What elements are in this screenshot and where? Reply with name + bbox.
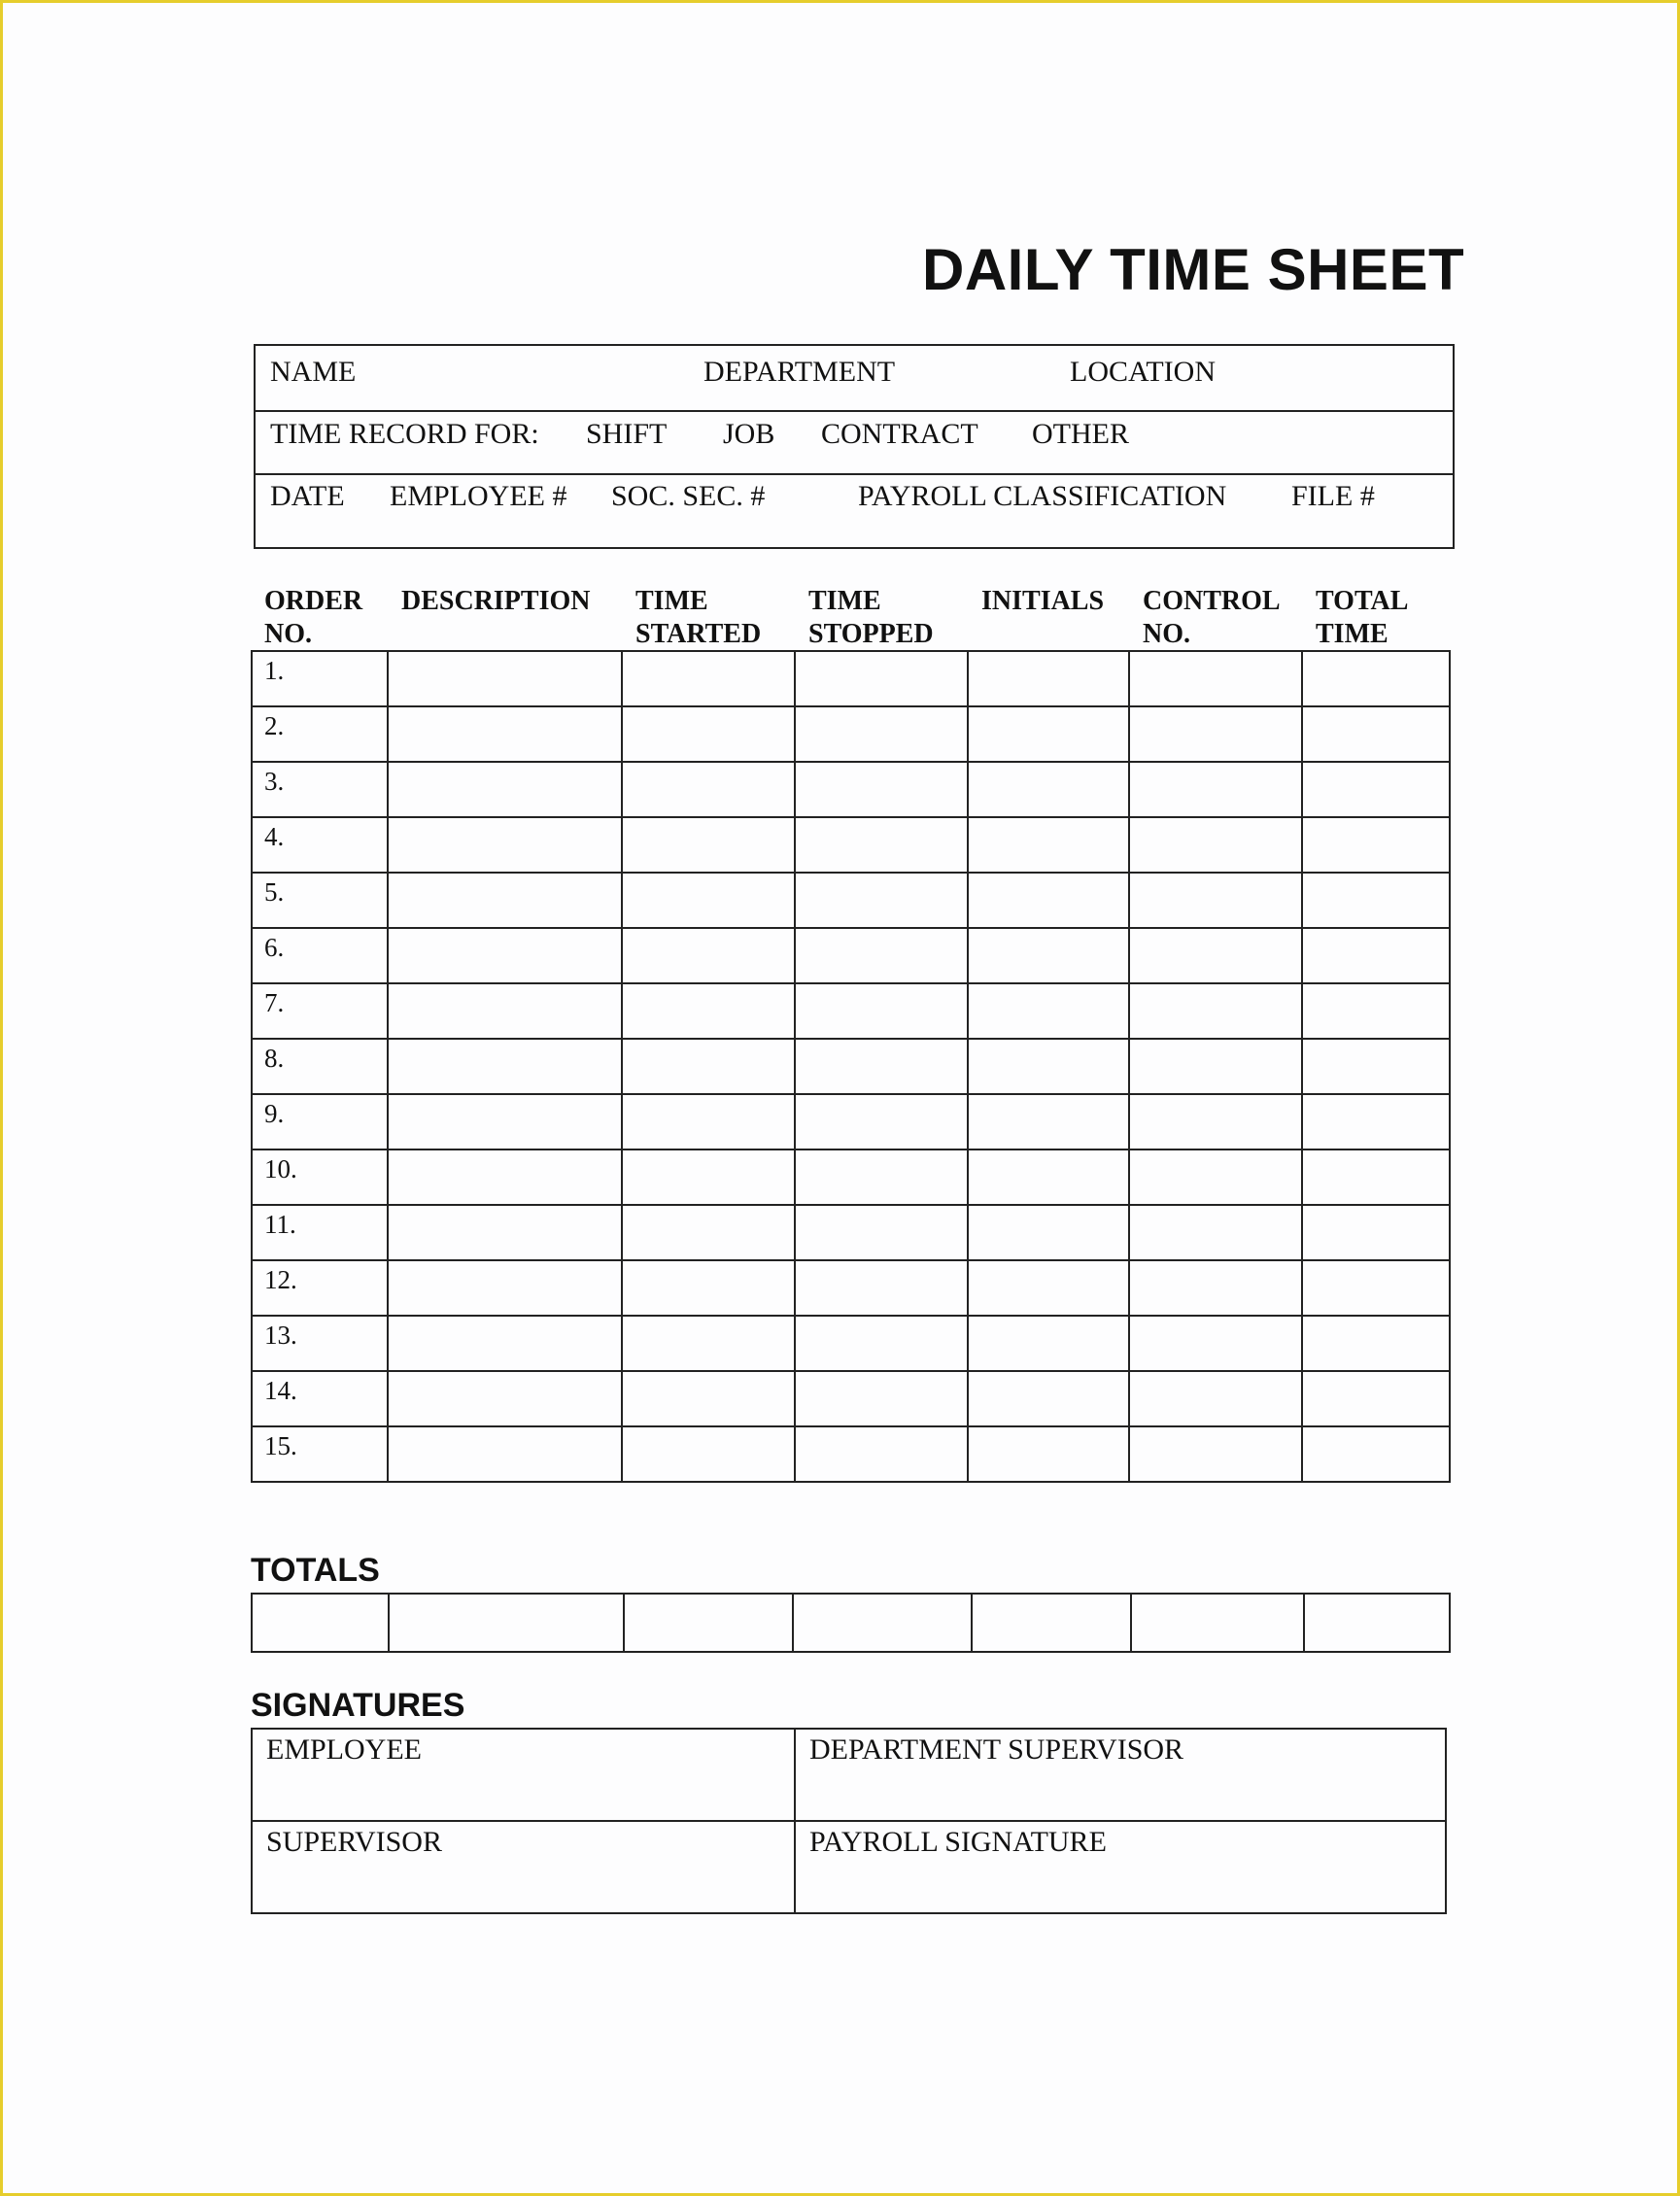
table-row	[252, 983, 1450, 1039]
totals-cell[interactable]	[389, 1594, 624, 1652]
row-number: 13.	[264, 1321, 297, 1350]
table-cell[interactable]	[388, 1260, 622, 1316]
table-cell[interactable]	[388, 762, 622, 817]
employee-signature-box[interactable]	[252, 1729, 795, 1821]
table-cell[interactable]	[252, 651, 388, 706]
table-cell[interactable]	[622, 1149, 795, 1205]
table-cell[interactable]	[622, 651, 795, 706]
table-cell[interactable]	[1129, 817, 1302, 873]
table-cell[interactable]	[1302, 1371, 1450, 1426]
department-supervisor-signature-box[interactable]	[795, 1729, 1446, 1821]
time-entries-table	[251, 650, 1451, 1483]
row-number: 8.	[264, 1044, 285, 1073]
table-cell[interactable]	[968, 1205, 1129, 1260]
table-cell[interactable]	[388, 928, 622, 983]
info-row-name	[256, 346, 1453, 412]
soc-sec-label: SOC. SEC. #	[611, 480, 766, 512]
row-number: 4.	[264, 822, 285, 851]
table-cell[interactable]	[968, 1426, 1129, 1482]
table-row	[252, 1426, 1450, 1482]
time-record-for-label: TIME RECORD FOR:	[270, 418, 539, 450]
totals-cell[interactable]	[252, 1594, 389, 1652]
table-cell[interactable]	[1302, 1260, 1450, 1316]
page-title: DAILY TIME SHEET	[922, 237, 1465, 302]
table-cell[interactable]	[1302, 1316, 1450, 1371]
table-cell[interactable]	[1302, 706, 1450, 762]
table-cell[interactable]	[622, 817, 795, 873]
table-cell[interactable]	[795, 762, 968, 817]
table-cell[interactable]	[388, 983, 622, 1039]
totals-table	[251, 1593, 1451, 1653]
table-cell[interactable]	[622, 762, 795, 817]
table-row	[252, 817, 1450, 873]
table-cell[interactable]	[252, 1316, 388, 1371]
payroll-signature-label: PAYROLL SIGNATURE	[809, 1826, 1107, 1858]
table-cell[interactable]	[388, 651, 622, 706]
table-row	[252, 1094, 1450, 1149]
table-cell[interactable]	[968, 1371, 1129, 1426]
row-number: 2.	[264, 711, 285, 740]
totals-cell[interactable]	[1304, 1594, 1450, 1652]
employee-signature-label: EMPLOYEE	[266, 1733, 422, 1766]
table-cell[interactable]	[252, 706, 388, 762]
table-cell[interactable]	[795, 1426, 968, 1482]
totals-cell[interactable]	[624, 1594, 793, 1652]
table-cell[interactable]	[622, 1260, 795, 1316]
table-cell[interactable]	[388, 817, 622, 873]
table-cell[interactable]	[795, 1260, 968, 1316]
table-cell[interactable]	[1302, 762, 1450, 817]
table-cell[interactable]	[252, 1039, 388, 1094]
table-cell[interactable]	[1129, 1371, 1302, 1426]
table-cell[interactable]	[968, 1260, 1129, 1316]
payroll-signature-box[interactable]	[795, 1821, 1446, 1913]
table-row	[252, 928, 1450, 983]
table-cell[interactable]	[388, 1094, 622, 1149]
table-cell[interactable]	[388, 1316, 622, 1371]
table-cell[interactable]	[252, 983, 388, 1039]
contract-label: CONTRACT	[821, 418, 978, 450]
payroll-classification-label: PAYROLL CLASSIFICATION	[858, 480, 1227, 512]
table-row	[252, 1205, 1450, 1260]
table-cell[interactable]	[795, 706, 968, 762]
table-cell[interactable]	[1302, 1205, 1450, 1260]
table-cell[interactable]	[795, 651, 968, 706]
table-cell[interactable]	[968, 651, 1129, 706]
table-cell[interactable]	[622, 873, 795, 928]
column-header-time-stopped: TIME STOPPED	[808, 586, 934, 649]
row-number: 10.	[264, 1154, 297, 1184]
table-cell[interactable]	[1129, 1260, 1302, 1316]
table-cell[interactable]	[388, 1205, 622, 1260]
table-cell[interactable]	[252, 928, 388, 983]
column-header-description: DESCRIPTION	[401, 586, 591, 616]
table-cell[interactable]	[1302, 1149, 1450, 1205]
table-cell[interactable]	[388, 1371, 622, 1426]
info-row-date	[256, 473, 1453, 547]
table-cell[interactable]	[795, 928, 968, 983]
table-cell[interactable]	[388, 1039, 622, 1094]
file-number-label: FILE #	[1291, 480, 1375, 512]
table-cell[interactable]	[1129, 1149, 1302, 1205]
table-cell[interactable]	[968, 1094, 1129, 1149]
row-number: 3.	[264, 767, 285, 796]
table-cell[interactable]	[1302, 1039, 1450, 1094]
table-cell[interactable]	[388, 706, 622, 762]
table-cell[interactable]	[795, 1371, 968, 1426]
table-cell[interactable]	[252, 1205, 388, 1260]
column-header-initials: INITIALS	[981, 586, 1105, 616]
totals-row	[252, 1594, 1450, 1652]
table-cell[interactable]	[1129, 983, 1302, 1039]
table-cell[interactable]	[795, 1149, 968, 1205]
table-cell[interactable]	[968, 1316, 1129, 1371]
table-cell[interactable]	[968, 706, 1129, 762]
table-cell[interactable]	[795, 1039, 968, 1094]
table-cell[interactable]	[1129, 1316, 1302, 1371]
column-header-time-started: TIME STARTED	[635, 586, 762, 649]
signatures-title: SIGNATURES	[251, 1687, 465, 1724]
table-cell[interactable]	[252, 1371, 388, 1426]
table-cell[interactable]	[1302, 1094, 1450, 1149]
table-cell[interactable]	[1129, 1039, 1302, 1094]
job-label: JOB	[723, 418, 775, 450]
table-cell[interactable]	[795, 873, 968, 928]
table-cell[interactable]	[968, 817, 1129, 873]
employee-number-label: EMPLOYEE #	[390, 480, 567, 512]
table-cell[interactable]	[622, 928, 795, 983]
table-row	[252, 706, 1450, 762]
table-cell[interactable]	[795, 1316, 968, 1371]
table-cell[interactable]	[622, 1094, 795, 1149]
table-row	[252, 873, 1450, 928]
table-cell[interactable]	[252, 1149, 388, 1205]
table-cell[interactable]	[1129, 873, 1302, 928]
totals-cell[interactable]	[972, 1594, 1131, 1652]
shift-label: SHIFT	[586, 418, 668, 450]
table-cell[interactable]	[795, 1205, 968, 1260]
name-label: NAME	[270, 356, 357, 388]
table-cell[interactable]	[1129, 1426, 1302, 1482]
column-header-total-time: TOTAL TIME	[1316, 586, 1409, 649]
table-cell[interactable]	[622, 1039, 795, 1094]
row-number: 14.	[264, 1376, 297, 1405]
table-cell[interactable]	[1129, 1205, 1302, 1260]
column-header-control-no: CONTROL NO.	[1143, 586, 1281, 649]
table-cell[interactable]	[968, 1149, 1129, 1205]
table-cell[interactable]	[622, 1205, 795, 1260]
table-cell[interactable]	[1302, 817, 1450, 873]
date-label: DATE	[270, 480, 345, 512]
row-number: 15.	[264, 1431, 297, 1460]
totals-cell[interactable]	[1131, 1594, 1304, 1652]
table-cell[interactable]	[1129, 651, 1302, 706]
row-number: 9.	[264, 1099, 285, 1128]
table-cell[interactable]	[968, 928, 1129, 983]
column-header-order-no: ORDER NO.	[264, 586, 363, 649]
table-cell[interactable]	[622, 1426, 795, 1482]
table-cell[interactable]	[252, 817, 388, 873]
table-row	[252, 651, 1450, 706]
row-number: 12.	[264, 1265, 297, 1294]
info-row-time-record	[256, 410, 1453, 475]
table-row	[252, 1316, 1450, 1371]
table-cell[interactable]	[388, 873, 622, 928]
table-cell[interactable]	[795, 983, 968, 1039]
totals-title: TOTALS	[251, 1552, 380, 1589]
table-cell[interactable]	[252, 873, 388, 928]
totals-cell[interactable]	[793, 1594, 972, 1652]
table-cell[interactable]	[795, 817, 968, 873]
location-label: LOCATION	[1070, 356, 1216, 388]
table-cell[interactable]	[1129, 928, 1302, 983]
table-cell[interactable]	[968, 983, 1129, 1039]
department-supervisor-signature-label: DEPARTMENT SUPERVISOR	[809, 1733, 1184, 1766]
table-cell[interactable]	[252, 762, 388, 817]
table-cell[interactable]	[622, 1316, 795, 1371]
supervisor-signature-box[interactable]	[252, 1821, 795, 1913]
table-row	[252, 1149, 1450, 1205]
other-label: OTHER	[1032, 418, 1129, 450]
table-cell[interactable]	[388, 1426, 622, 1482]
department-label: DEPARTMENT	[703, 356, 896, 388]
table-cell[interactable]	[1129, 762, 1302, 817]
table-cell[interactable]	[252, 1260, 388, 1316]
table-cell[interactable]	[968, 762, 1129, 817]
table-cell[interactable]	[1129, 1094, 1302, 1149]
table-cell[interactable]	[795, 1094, 968, 1149]
table-cell[interactable]	[1302, 983, 1450, 1039]
table-cell[interactable]	[622, 1371, 795, 1426]
row-number: 11.	[264, 1210, 296, 1239]
row-number: 1.	[264, 656, 285, 685]
table-cell[interactable]	[252, 1426, 388, 1482]
row-number: 5.	[264, 877, 285, 907]
table-cell[interactable]	[1302, 651, 1450, 706]
table-cell[interactable]	[1129, 706, 1302, 762]
table-cell[interactable]	[388, 1149, 622, 1205]
table-cell[interactable]	[1302, 873, 1450, 928]
row-number: 6.	[264, 933, 285, 962]
supervisor-signature-label: SUPERVISOR	[266, 1826, 442, 1858]
table-cell[interactable]	[1302, 928, 1450, 983]
table-cell[interactable]	[968, 873, 1129, 928]
table-cell[interactable]	[252, 1094, 388, 1149]
table-row	[252, 1371, 1450, 1426]
table-cell[interactable]	[622, 983, 795, 1039]
table-row	[252, 762, 1450, 817]
row-number: 7.	[264, 988, 285, 1017]
signatures-table	[251, 1728, 1447, 1914]
table-row	[252, 1039, 1450, 1094]
table-row	[252, 1260, 1450, 1316]
employee-info-box	[254, 344, 1455, 549]
table-cell[interactable]	[1302, 1426, 1450, 1482]
table-cell[interactable]	[968, 1039, 1129, 1094]
table-cell[interactable]	[622, 706, 795, 762]
